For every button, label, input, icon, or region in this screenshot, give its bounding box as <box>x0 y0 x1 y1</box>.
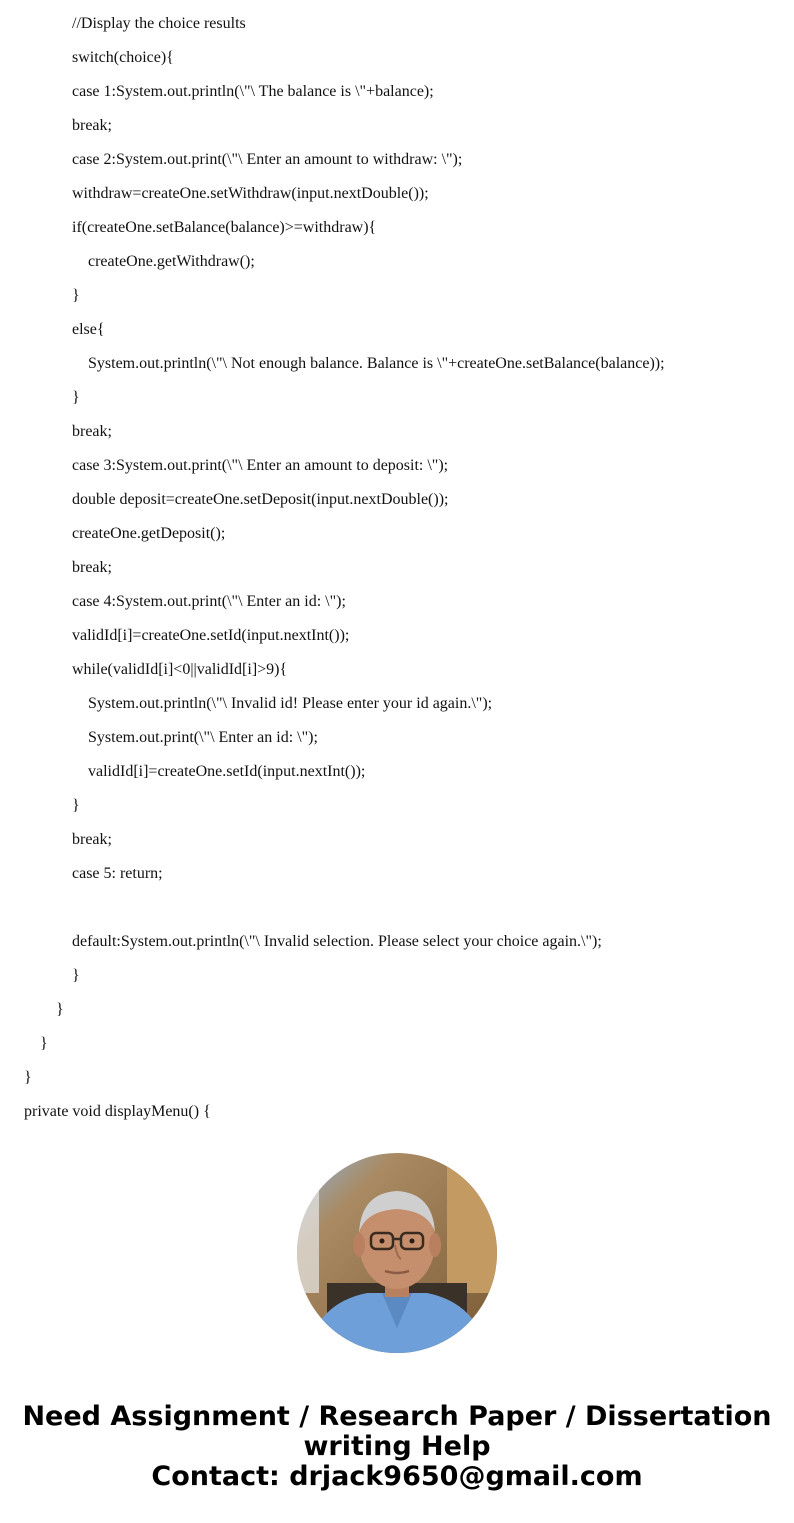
code-line: double deposit=createOne.setDeposit(input.nextDouble()); <box>72 491 449 508</box>
code-line: break; <box>72 117 112 134</box>
code-line: createOne.getDeposit(); <box>72 525 226 542</box>
code-line: default:System.out.println(\"\ Invalid selection. Please select your choice again.\"); <box>72 933 602 950</box>
code-line: System.out.println(\"\ Invalid id! Please enter your id again.\"); <box>88 695 493 712</box>
code-line: if(createOne.setBalance(balance)>=withdraw){ <box>72 219 377 236</box>
code-line: validId[i]=createOne.setId(input.nextInt()); <box>88 763 366 780</box>
code-line: } <box>56 1001 64 1018</box>
promo-line-1: Need Assignment / Research Paper / Dissertation <box>22 1401 772 1432</box>
code-line: } <box>24 1069 32 1086</box>
code-line: } <box>72 389 80 406</box>
code-line: case 2:System.out.print(\"\ Enter an amount to withdraw: \"); <box>72 151 463 168</box>
code-line: while(validId[i]<0||validId[i]>9){ <box>72 661 288 678</box>
code-line: case 5: return; <box>72 865 163 882</box>
promo-banner <box>0 1402 794 1492</box>
code-line: case 4:System.out.print(\"\ Enter an id: \"); <box>72 593 346 610</box>
code-line: System.out.print(\"\ Enter an id: \"); <box>88 729 318 746</box>
code-line: break; <box>72 559 112 576</box>
code-line: } <box>72 967 80 984</box>
code-line: break; <box>72 831 112 848</box>
code-line: } <box>72 797 80 814</box>
code-line: break; <box>72 423 112 440</box>
code-line: System.out.println(\"\ Not enough balance. Balance is \"+createOne.setBalance(balance)); <box>88 355 665 372</box>
code-line: //Display the choice results <box>72 15 246 32</box>
author-avatar <box>297 1153 497 1353</box>
code-line: withdraw=createOne.setWithdraw(input.nextDouble()); <box>72 185 429 202</box>
code-line: } <box>40 1035 48 1052</box>
code-line: createOne.getWithdraw(); <box>88 253 255 270</box>
promo-contact: Contact: drjack9650@gmail.com <box>151 1461 643 1492</box>
code-line: switch(choice){ <box>72 49 174 66</box>
code-line: private void displayMenu() { <box>24 1103 211 1120</box>
code-line: case 3:System.out.print(\"\ Enter an amount to deposit: \"); <box>72 457 449 474</box>
code-line: else{ <box>72 321 105 338</box>
promo-line-2: writing Help <box>303 1431 491 1462</box>
person-photo-icon <box>297 1153 497 1353</box>
code-line: } <box>72 287 80 304</box>
code-line: case 1:System.out.println(\"\ The balance is \"+balance); <box>72 83 434 100</box>
code-line: validId[i]=createOne.setId(input.nextInt()); <box>72 627 350 644</box>
